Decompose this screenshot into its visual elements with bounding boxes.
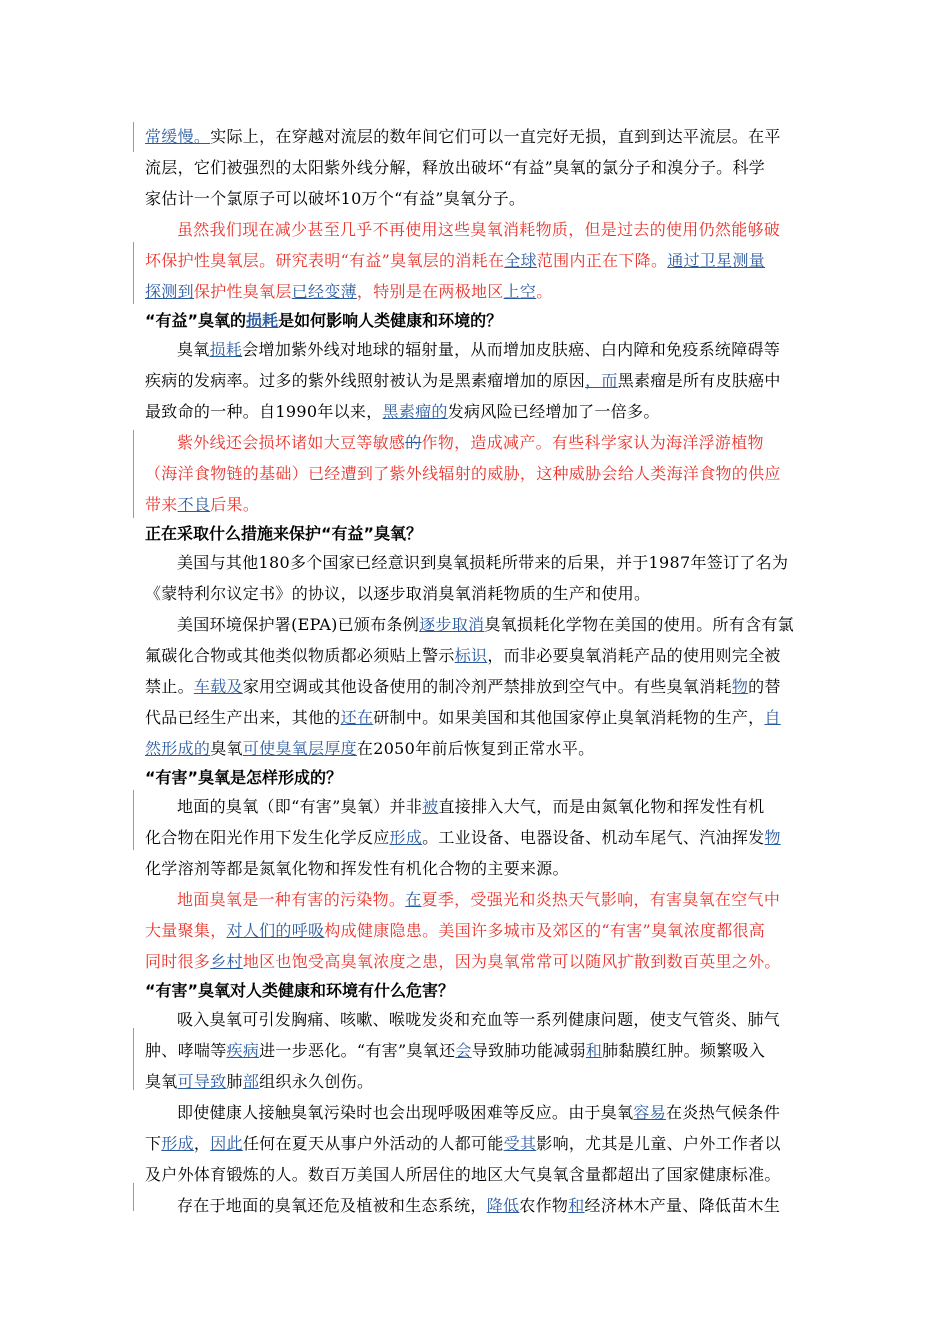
- revision-text: 容易: [633, 1103, 667, 1122]
- revision-text: 因此: [210, 1134, 243, 1153]
- body-text: 地区也饱受高臭氧浓度之患，因为臭氧常常可以随风扩散到数百英里之外。: [242, 952, 781, 971]
- paragraph-line: [145, 366, 810, 397]
- body-text: 在炎热气候条件: [666, 1103, 781, 1122]
- body-text: 臭氧: [145, 1072, 178, 1091]
- paragraph-line: 吸入臭氧可引发胸痛、咳嗽、喉咙发炎和充血等一系列健康问题，使支气管炎、肺气: [177, 1010, 781, 1029]
- paragraph-line: [177, 792, 842, 823]
- revision-text: 物: [764, 828, 781, 847]
- revision-text: 自: [764, 708, 781, 727]
- body-text: 经济林木产量、降低苗木生: [584, 1196, 781, 1215]
- section-heading: [145, 306, 502, 336]
- revision-text: 疾病: [226, 1041, 260, 1060]
- paragraph-line: 美国与其他180多个国家已经意识到臭氧损耗所带来的后果，并于1987年签订了名为: [177, 553, 789, 572]
- body-text: 在2050年前后恢复到正常水平。: [356, 739, 595, 758]
- revision-text: 和: [585, 1041, 603, 1060]
- revision-text: 标识: [454, 646, 488, 665]
- paragraph-line: [177, 610, 842, 641]
- body-text: 坏保护性臭氧层。研究表明“有益”臭氧层的消耗在: [145, 251, 505, 270]
- paragraph-line: [145, 641, 810, 672]
- paragraph-line: 《蒙特利尔议定书》的协议，以逐步取消臭氧消耗物质的生产和使用。: [145, 584, 651, 603]
- body-text: 带来: [145, 495, 178, 514]
- paragraph-line: [145, 916, 810, 947]
- revision-text: 不良: [177, 495, 211, 514]
- paragraph-line: [177, 428, 842, 459]
- revision-text: 还在: [340, 708, 374, 727]
- body-text: 研制中。如果美国和其他国家停止臭氧消耗物的生产，: [373, 708, 765, 727]
- body-text: 存在于地面的臭氧还危及植被和生态系统，: [177, 1196, 487, 1215]
- paragraph-line: 流层，它们被强烈的太阳紫外线分解，释放出破坏“有益”臭氧的氯分子和溴分子。科学: [145, 158, 766, 177]
- body-text: 实际上，在穿越对流层的数年间它们可以一直完好无损，直到到达平流层。在平: [210, 127, 781, 146]
- paragraph-line: [145, 734, 810, 765]
- revision-text: 会: [455, 1041, 472, 1060]
- paragraph-line: [145, 277, 810, 308]
- body-text: 发病风险已经增加了一倍多。: [447, 402, 660, 421]
- body-text: 臭氧损耗化学物在美国的使用。所有含有氯: [484, 615, 795, 634]
- body-text: ，: [193, 1134, 211, 1153]
- change-bar: [133, 242, 134, 304]
- paragraph-line: [177, 335, 842, 366]
- body-text: 。工业设备、电器设备、机动车尾气、汽油挥发: [422, 828, 765, 847]
- body-text: 进一步恶化。“有害”臭氧还: [259, 1041, 456, 1060]
- paragraph-line: 家估计一个氯原子可以破坏10万个“有益”臭氧分子。: [145, 189, 526, 208]
- body-text: 地面的臭氧（即“有害”臭氧）并非: [177, 797, 423, 816]
- paragraph-line: [145, 1067, 810, 1098]
- revision-text: 通过卫星测量: [667, 251, 766, 270]
- revision-text: 部: [242, 1072, 260, 1091]
- body-text: ，而非必要臭氧消耗产品的使用则完全被: [487, 646, 781, 665]
- paragraph-line: [177, 215, 842, 246]
- body-text: 代品已经生产出来，其他的: [145, 708, 341, 727]
- paragraph-line: 化学溶剂等都是氮氧化物和挥发性有机化合物的主要来源。: [145, 859, 569, 878]
- paragraph-line: [145, 397, 810, 428]
- paragraph-line: [177, 1098, 842, 1129]
- body-text: 臭氧: [177, 340, 210, 359]
- revision-text: 和: [568, 1196, 585, 1215]
- revision-text: 逐步取消: [419, 615, 485, 634]
- body-text: 保护性臭氧层: [193, 282, 292, 301]
- paragraph-line: [145, 947, 810, 978]
- revision-text: 探测到: [145, 282, 194, 301]
- body-text: 后果。: [210, 495, 260, 514]
- body-text: 氟碳化合物或其他类似物质都必须贴上警示: [145, 646, 455, 665]
- body-text: 导致肺功能减弱: [471, 1041, 586, 1060]
- revision-text: 上空: [503, 282, 537, 301]
- body-text: 夏季，受强光和炎热天气影响，有害臭氧在空气中: [421, 890, 781, 909]
- revision-text: 降低: [486, 1196, 520, 1215]
- paragraph-line: （海洋食物链的基础）已经遭到了紫外线辐射的威胁，这种威胁会给人类海洋食物的供应: [145, 464, 781, 483]
- revision-text: 常缓慢。: [145, 127, 211, 146]
- paragraph-line: [145, 246, 810, 277]
- body-text: 影响，尤其是儿童、户外工作者以: [536, 1134, 781, 1153]
- revision-text: 在: [405, 890, 422, 909]
- paragraph-line: [177, 1191, 842, 1222]
- body-text: 。: [536, 282, 553, 301]
- paragraph-line: [145, 122, 810, 153]
- body-text: 臭氧: [210, 739, 243, 758]
- body-text: 构成健康隐患。美国许多城市及郊区的“有害”臭氧浓度都很高: [324, 921, 766, 940]
- body-text: 禁止。: [145, 677, 194, 696]
- body-text: 下: [145, 1134, 162, 1153]
- body-text: 化合物在阳光作用下发生化学反应: [145, 828, 390, 847]
- paragraph-line: [177, 885, 842, 916]
- body-text: 家用空调或其他设备使用的制冷剂严禁排放到空气中。有些臭氧消耗: [242, 677, 732, 696]
- heading-text: 是如何影响人类健康和环境的？: [278, 311, 503, 330]
- change-bar: [133, 430, 134, 518]
- paragraph-line: [145, 823, 810, 854]
- body-text: 农作物: [519, 1196, 569, 1215]
- revision-text: 对人们的呼吸: [226, 921, 325, 940]
- paragraph-line: [145, 1129, 810, 1160]
- change-bar: [133, 1183, 134, 1211]
- change-bar: [133, 1028, 134, 1090]
- revision-text: 黑素瘤的: [382, 402, 448, 421]
- section-heading: 正在采取什么措施来保护“有益”臭氧？: [145, 524, 423, 543]
- paragraph-line: [145, 1036, 810, 1067]
- body-text: 疾病的发病率。过多的紫外线照射被认为是黑素瘤增加的原因: [145, 371, 586, 390]
- section-heading: “有害”臭氧对人类健康和环境有什么危害？: [145, 981, 455, 1000]
- body-text: 肺黏膜红肿。频繁吸入: [602, 1041, 766, 1060]
- revision-text: 车载及: [193, 677, 243, 696]
- revision-text: 形成: [389, 828, 423, 847]
- body-text: 的替: [748, 677, 781, 696]
- body-text: 组织永久创伤。: [259, 1072, 374, 1091]
- body-text: 肺: [226, 1072, 243, 1091]
- revision-text: 受其: [503, 1134, 537, 1153]
- revision-text: 全球: [504, 251, 537, 270]
- revision-text: 损耗: [209, 340, 243, 359]
- revision-text: 乡村: [210, 952, 243, 971]
- change-bar: [133, 790, 134, 850]
- revision-text: 物: [731, 677, 749, 696]
- paragraph-line: [145, 490, 810, 521]
- deleted-text: 的: [405, 433, 422, 452]
- revision-text: 损耗: [246, 311, 279, 330]
- body-text: 虽然我们现在减少甚至几乎不再使用这些臭氧消耗物质，但是过去的使用仍然能够破: [177, 220, 781, 239]
- body-text: 大量聚集，: [145, 921, 227, 940]
- body-text: 任何在夏天从事户外活动的人都可能: [242, 1134, 504, 1153]
- revision-text: 然形成的: [145, 739, 211, 758]
- body-text: 美国环境保护署(EPA)已颁布条例: [177, 615, 420, 634]
- body-text: 黑素瘤是所有皮肤癌中: [617, 371, 781, 390]
- revision-text: ，而: [585, 371, 618, 390]
- body-text: 同时很多: [145, 952, 211, 971]
- paragraph-line: [145, 703, 810, 734]
- paragraph-line: 及户外体育锻炼的人。数百万美国人所居住的地区大气臭氧含量都超出了国家健康标准。: [145, 1165, 781, 1184]
- body-text: 会增加紫外线对地球的辐射量，从而增加皮肤癌、白内障和免疫系统障碍等: [242, 340, 781, 359]
- body-text: 直接排入大气，而是由氮氧化物和挥发性有机: [438, 797, 765, 816]
- heading-text: “有益”臭氧的: [145, 311, 247, 330]
- revision-text: 被: [422, 797, 439, 816]
- body-text: 最致命的一种。自1990年以来，: [145, 402, 383, 421]
- section-heading: “有害”臭氧是怎样形成的？: [145, 768, 343, 787]
- body-text: ，特别是在两极地区: [356, 282, 504, 301]
- change-bar: [133, 122, 134, 152]
- revision-text: 可使臭氧层厚度: [242, 739, 357, 758]
- revision-text: 已经变薄: [291, 282, 357, 301]
- paragraph-line: [145, 672, 810, 703]
- revision-text: 可导致: [177, 1072, 227, 1091]
- body-text: 紫外线还会损坏诸如大豆等敏感: [177, 433, 406, 452]
- body-text: 地面臭氧是一种有害的污染物。: [177, 890, 406, 909]
- body-text: 范围内正在下降。: [536, 251, 668, 270]
- body-text: 即使健康人接触臭氧污染时也会出现呼吸困难等反应。由于臭氧: [177, 1103, 634, 1122]
- revision-text: 形成: [161, 1134, 194, 1153]
- body-text: 肿、哮喘等: [145, 1041, 227, 1060]
- body-text: 作物，造成减产。有些科学家认为海洋浮游植物: [421, 433, 764, 452]
